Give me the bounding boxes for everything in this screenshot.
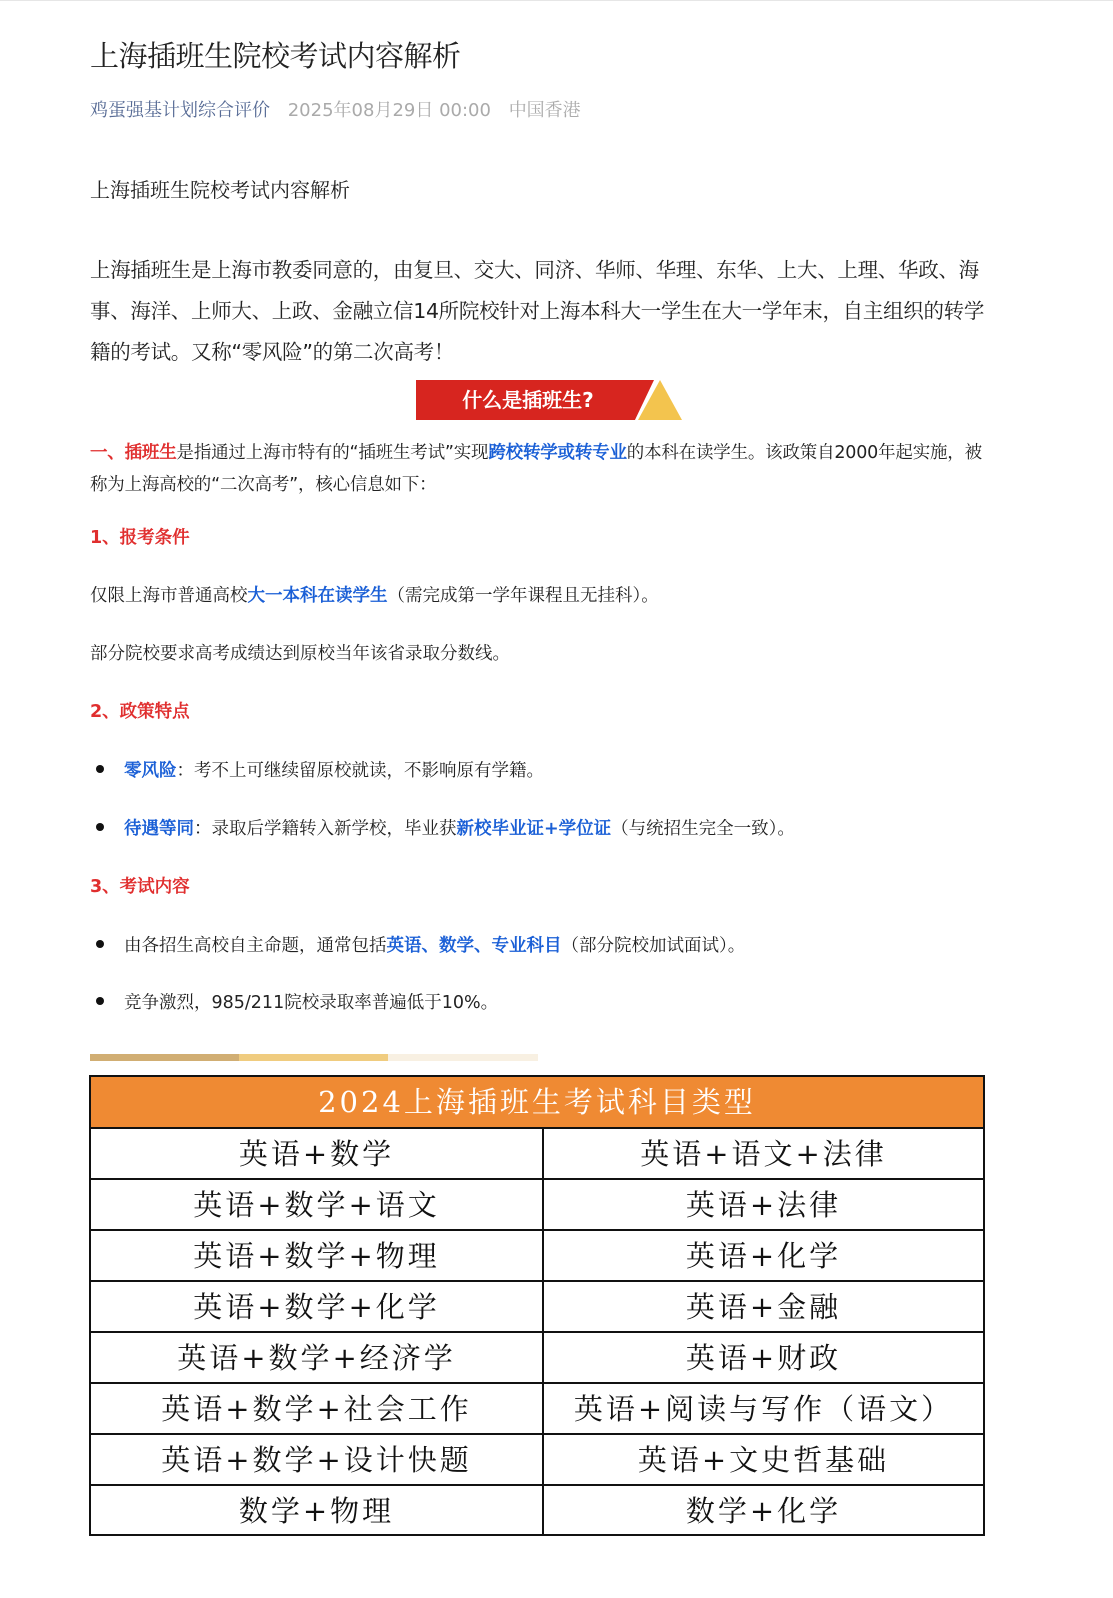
top-divider: [0, 0, 1113, 1]
article-subtitle: 上海插班生院校考试内容解析: [90, 178, 350, 202]
conditions-note: （需完成第一学年课程且无挂科）。: [387, 586, 659, 606]
bullet-note: （部分院校加试面试）。: [561, 936, 746, 956]
deco-segment: [388, 1054, 538, 1061]
table-cell: 英语+数学: [238, 1137, 395, 1171]
deco-segment: [239, 1054, 388, 1061]
section-heading-policy: 2、政策特点: [90, 702, 190, 722]
table-row: [91, 1282, 983, 1333]
table-cell: 英语+文史哲基础: [637, 1443, 890, 1477]
section-heading-exam: 3、考试内容: [90, 877, 190, 897]
table-row: [91, 1180, 983, 1231]
table-row: [91, 1384, 983, 1435]
decorative-bar: [90, 1054, 540, 1061]
table-cell: 英语+法律: [685, 1188, 842, 1222]
bullet-label: 零风险: [124, 761, 177, 781]
conditions-paragraph-2: 部分院校要求高考成绩达到原校当年该省录取分数线。: [90, 644, 510, 664]
conditions-paragraph-1: [90, 582, 659, 607]
table-row: [91, 1231, 983, 1282]
lead-paragraph: 上海插班生是上海市教委同意的，由复旦、交大、同济、华师、华理、东华、上大、上理、华政、海事、海洋、上师大、上政、金融立信14所院校针对上海本科大一学生在大一学年末，自主组织的转学籍的考试。又称“零风险”的第二次高考！: [90, 258, 985, 364]
author-link[interactable]: 鸡蛋强基计划综合评价: [90, 100, 270, 121]
bullet-text: ：录取后学籍转入新学校，毕业获: [194, 819, 457, 839]
bullet-note: （与统招生完全一致）。: [611, 819, 795, 839]
table-cell: 英语+化学: [685, 1239, 842, 1273]
bullet-highlight: 新校毕业证+学位证: [456, 819, 612, 839]
table-cell: 英语+语文+法律: [640, 1137, 887, 1171]
table-cell: 英语+金融: [685, 1290, 842, 1324]
bullet-highlight: 英语、数学、专业科目: [386, 936, 562, 956]
intro-paragraph: [90, 437, 990, 501]
table-cell: 数学+化学: [685, 1494, 842, 1528]
table-cell: 英语+数学+社会工作: [161, 1392, 472, 1426]
bullet-text: 由各招生高校自主命题，通常包括: [124, 936, 387, 956]
bullet-dot: [96, 823, 104, 831]
intro-text-1: 是指通过上海市特有的“插班生考试”实现: [176, 443, 489, 463]
intro-text-2: 的本科在读学生。该政策自2000年起实施，被称为上海高校的“二次高考”，核心信息如下：: [90, 443, 982, 495]
publish-location: 中国香港: [508, 100, 581, 121]
table-cell: 英语+数学+化学: [193, 1290, 440, 1324]
table-row: [91, 1129, 983, 1180]
bullet-label: 待遇等同: [124, 819, 194, 839]
table-row: [91, 1333, 983, 1384]
article-title: 上海插班生院校考试内容解析: [90, 39, 461, 73]
bullet-dot: [96, 765, 104, 773]
table-cell: 英语+数学+语文: [193, 1188, 440, 1222]
section-heading-conditions: 1、报考条件: [90, 528, 190, 548]
subject-table: [89, 1075, 985, 1536]
bullet-dot: [96, 997, 104, 1005]
bullet-text: 竞争激烈，985/211院校录取率普遍低于10%。: [124, 993, 499, 1013]
intro-highlight: 跨校转学或转专业: [488, 443, 627, 463]
table-row: [91, 1486, 983, 1537]
intro-term: 插班生: [124, 443, 177, 463]
banner-label: 什么是插班生?: [462, 388, 594, 412]
table-cell: 数学+物理: [238, 1494, 395, 1528]
article-meta: [90, 96, 581, 122]
deco-segment: [90, 1054, 239, 1061]
publish-datetime: 2025年08月29日 00:00: [287, 100, 491, 121]
table-cell: 英语+数学+经济学: [177, 1341, 456, 1375]
intro-prefix: 一、: [90, 443, 125, 463]
table-row: [91, 1435, 983, 1486]
conditions-text: 仅限上海市普通高校: [90, 586, 248, 606]
table-cell: 英语+数学+物理: [193, 1239, 440, 1273]
bullet-text: ：考不上可继续留原校就读，不影响原有学籍。: [176, 761, 544, 781]
table-cell: 英语+阅读与写作（语文）: [573, 1392, 954, 1426]
conditions-highlight: 大一本科在读学生: [247, 586, 388, 606]
section-banner: [416, 380, 661, 420]
table-cell: 英语+数学+设计快题: [161, 1443, 472, 1477]
bullet-dot: [96, 940, 104, 948]
table-cell: 英语+财政: [685, 1341, 842, 1375]
table-title: 2024上海插班生考试科目类型: [91, 1077, 983, 1129]
